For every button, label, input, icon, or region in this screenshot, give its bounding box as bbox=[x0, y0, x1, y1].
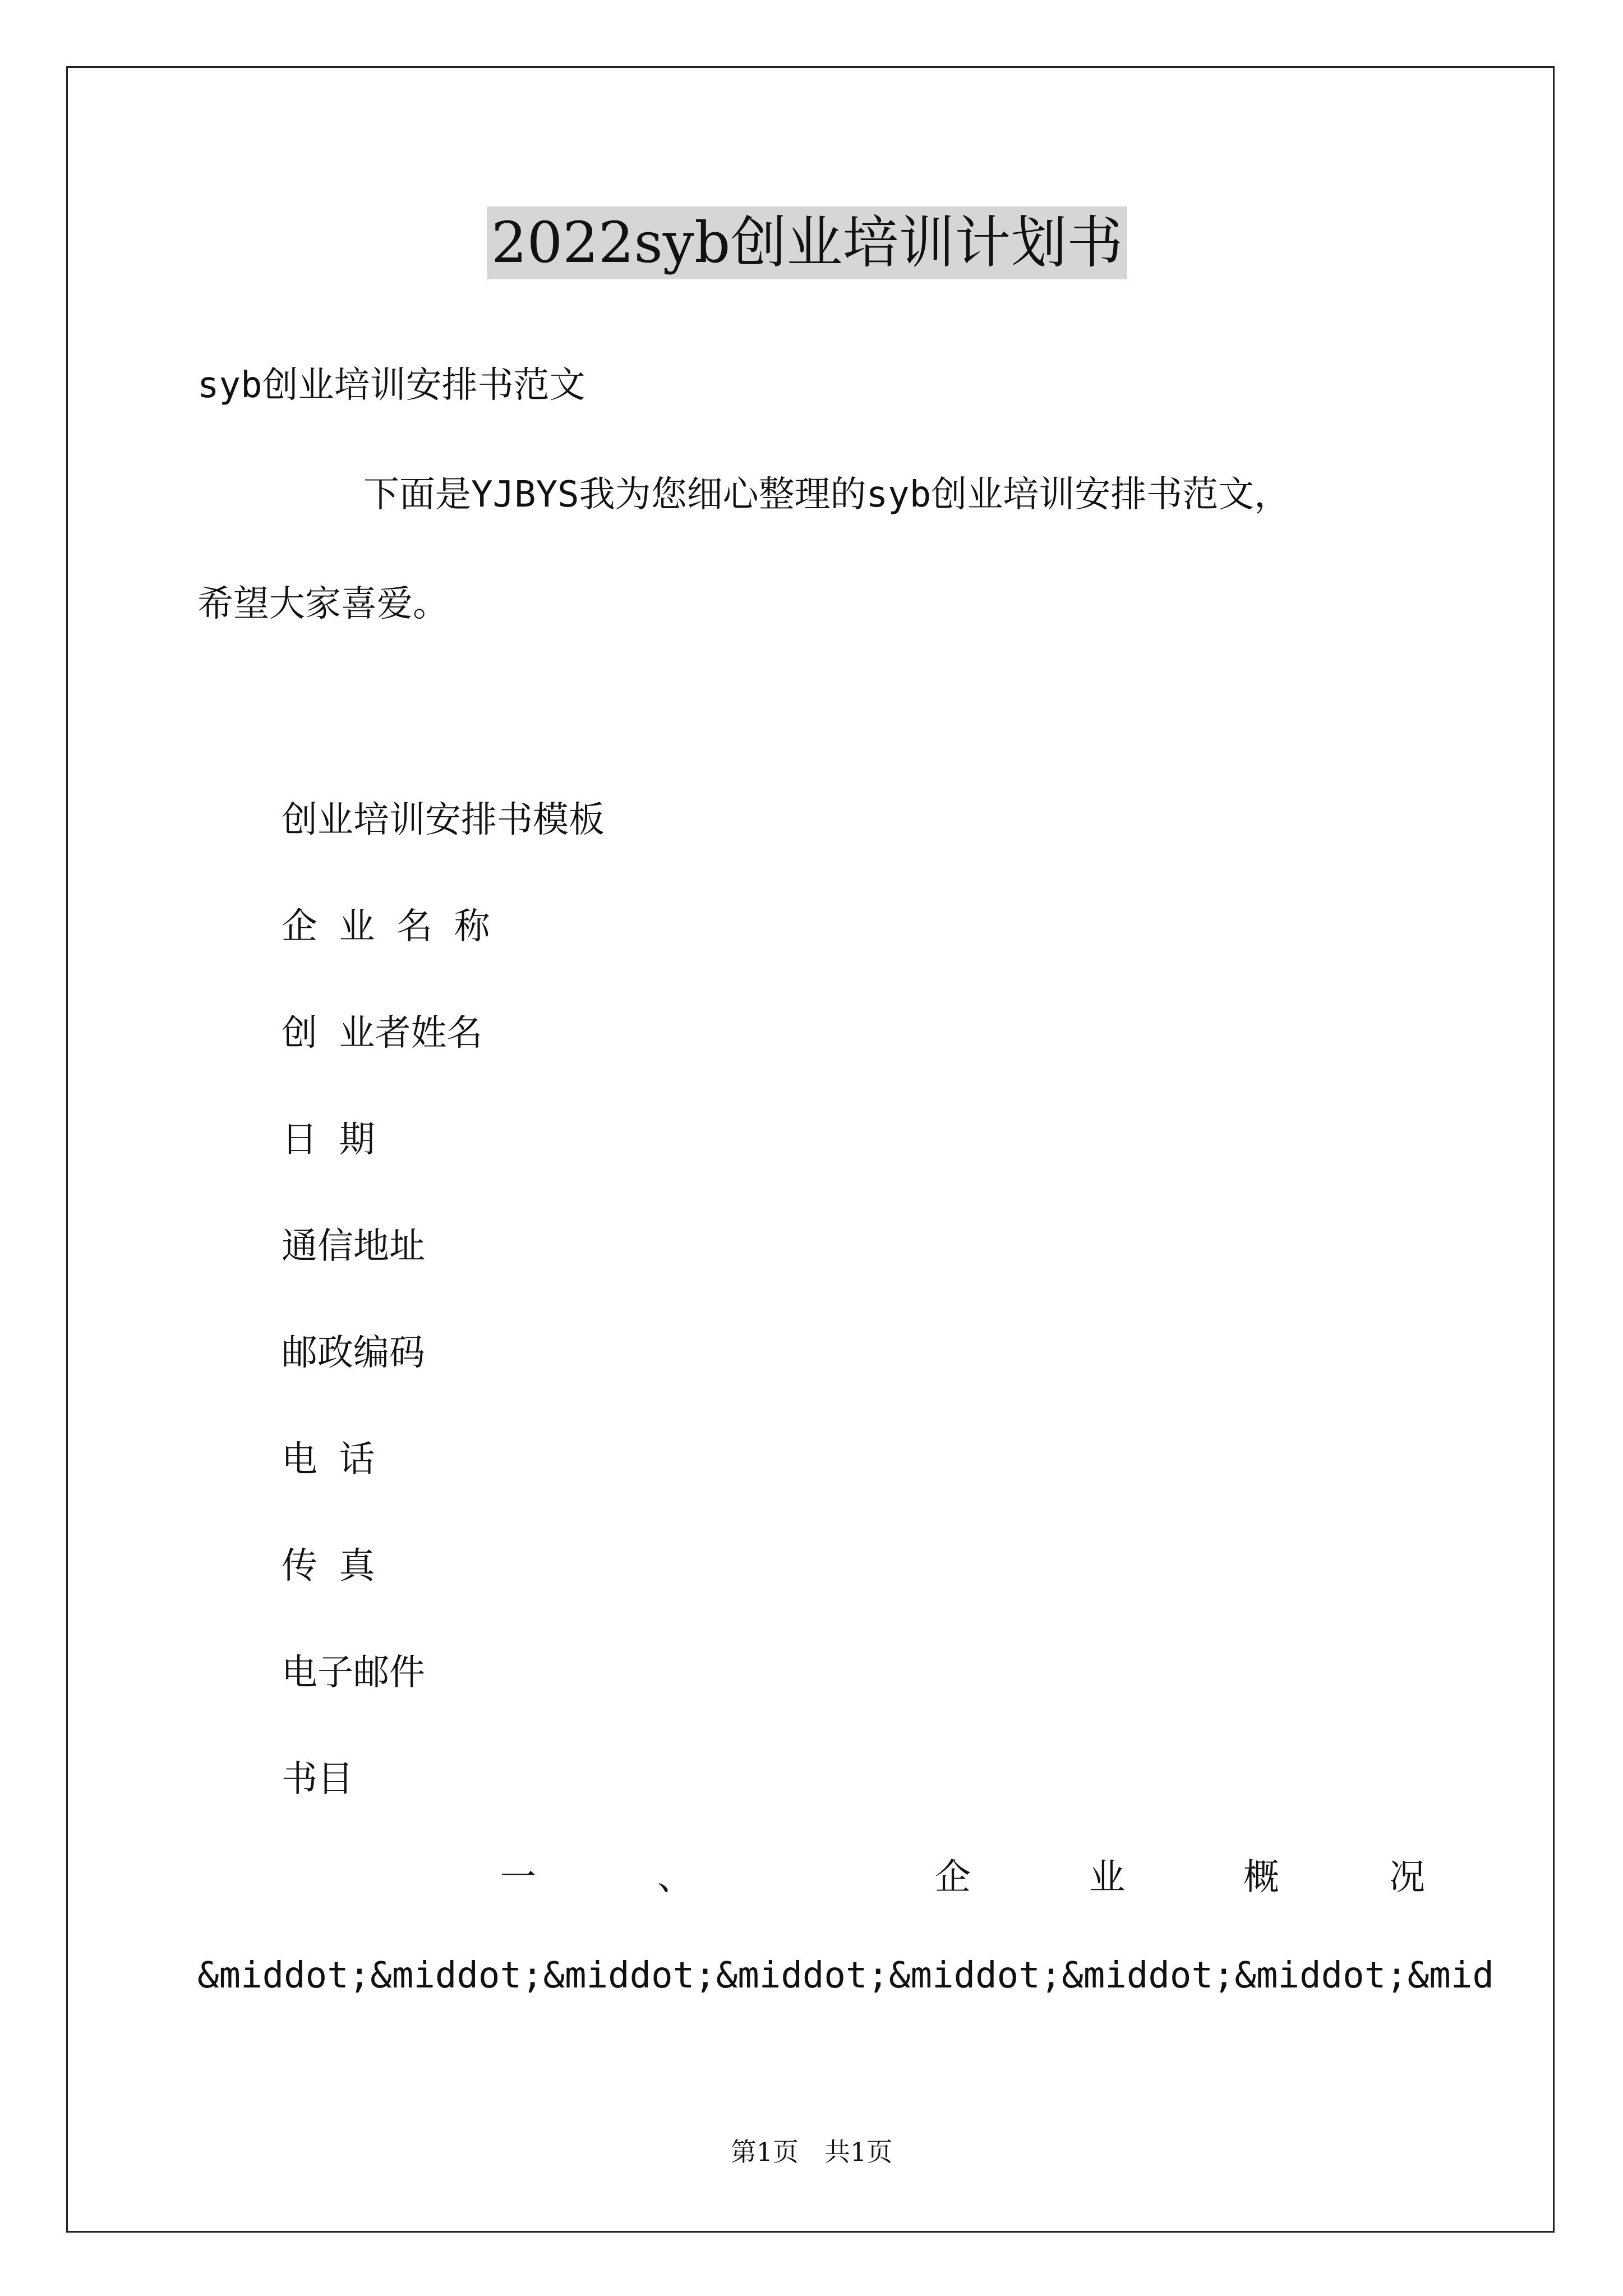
toc-entry-company-overview bbox=[197, 1848, 1426, 1899]
toc-char-1: 企 bbox=[935, 1857, 971, 1898]
toc-char-2: 业 bbox=[1089, 1857, 1125, 1898]
intro-paragraph-line-1: 下面是YJBYS我为您细心整理的syb创业培训安排书范文， bbox=[363, 474, 1290, 516]
template-heading: 创业培训安排书模板 bbox=[282, 799, 605, 841]
toc-leader-dots: &middot;&middot;&middot;&middot;&middot;&middot;&middot;&mid bbox=[197, 1955, 1494, 1996]
toc-number: 一 bbox=[500, 1857, 536, 1898]
toc-char-3: 概 bbox=[1243, 1857, 1279, 1898]
field-date: 日 期 bbox=[282, 1119, 375, 1161]
page-footer: 第1页 共1页 bbox=[730, 2137, 893, 2167]
field-address: 通信地址 bbox=[282, 1226, 425, 1267]
document-subtitle: syb创业培训安排书范文 bbox=[197, 365, 585, 406]
field-email: 电子邮件 bbox=[282, 1652, 425, 1694]
toc-char-4: 况 bbox=[1389, 1857, 1425, 1898]
field-company-name: 企 业 名 称 bbox=[282, 906, 490, 947]
field-postal-code: 邮政编码 bbox=[282, 1332, 425, 1374]
field-contents: 书目 bbox=[282, 1759, 353, 1800]
field-founder-name: 创 业者姓名 bbox=[282, 1013, 483, 1054]
document-title: 2022syb创业培训计划书 bbox=[487, 206, 1127, 279]
field-phone: 电 话 bbox=[282, 1439, 375, 1480]
intro-paragraph-line-2: 希望大家喜爱。 bbox=[197, 583, 449, 625]
field-fax: 传 真 bbox=[282, 1545, 375, 1587]
toc-separator: 、 bbox=[657, 1857, 693, 1898]
